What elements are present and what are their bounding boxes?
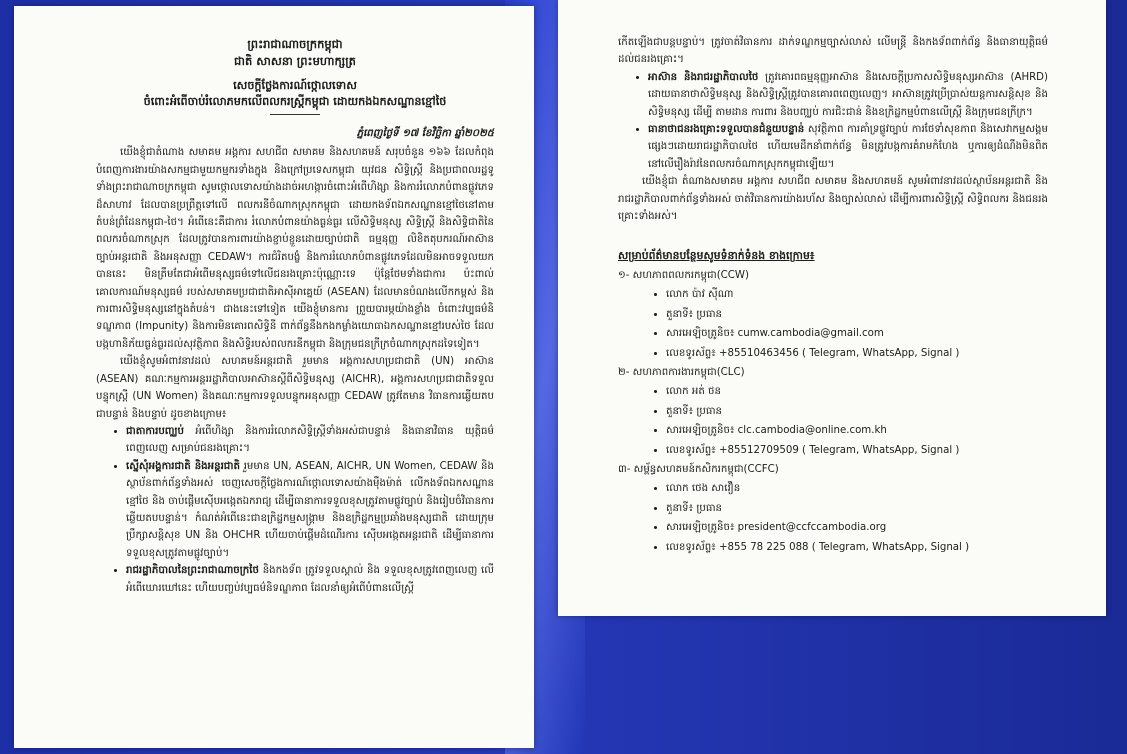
title-divider bbox=[270, 114, 320, 115]
contact-heading: សម្រាប់ព័ត៌មានបន្ថែមសូមទំនាក់ទំនង ខាងក្រោម៖ bbox=[618, 249, 815, 263]
contact-email: • សារអេឡិចត្រូនិច៖ clc.cambodia@online.com.kh bbox=[666, 422, 1048, 439]
demand-item: • ជាតាការបញ្ឈប់ អំពើហិង្សា និងការរំលោភសិទ្ធិស្ត្រីទាំងអស់ជាបន្ទាន់ និងធានាវិធាន យុត្តិធម៌ពេញលេញ សម្រាប់ជនរងគ្រោះ។ bbox=[126, 423, 494, 458]
contact-phone: • លេខទូរស័ព្ទ៖ +855 78 225 088 ( Telegram, WhatsApp, Signal ) bbox=[666, 539, 1048, 556]
national-motto: ជាតិ សាសនា ព្រះមហាក្សត្រ bbox=[234, 54, 356, 68]
org-clc-contacts bbox=[618, 383, 1048, 459]
statement-paragraph-2: យើងខ្ញុំសូមអំពាវនាវដល់ សហគមន៍អន្តរជាតិ រួមមាន អង្គការសហប្រជាជាតិ (UN) អាស៊ាន (ASEAN) គណៈកម្មការអន្តររដ្ឋាភិបាលអាស៊ានស្ដីពីសិទ្ធិមនុស្ស (AICHR), អង្គការសហប្រជាជាតិទទួលបន្ទុកស្ត្រី (UN Women) និងគណៈកម្មការទទួលបន្ទុកអនុសញ្ញា CEDAW ត្រូវតែមាន វិធានការឆ្លើយតបជាបន្ទាន់ និងបន្ទាប់ ដូចខាងក្រោម៖ bbox=[96, 356, 494, 420]
contact-person: • លោក ប៉ាវ ស៊ីណា bbox=[666, 286, 1048, 303]
org-ccw-contacts bbox=[618, 286, 1048, 362]
demands-list-right bbox=[618, 69, 1048, 173]
demand-item: • ធានាថាជនរងគ្រោះទទួលបានជំនួយបន្ទាន់ សុវត្ថិភាព ការគាំទ្រផ្លូវច្បាប់ ការថែទាំសុខភាព និងសេវាកម្មសង្គមផ្សេងៗដោយរាជរដ្ឋាភិបាលថៃ ហើយមេដឹកនាំពាក់ព័ន្ធ មិនត្រូវបង្កការគំរាមកំហែង ឬការឲ្យដំណឹងមិនពិតនៅលើរឿងរ៉ាវនៃពលករចំណាកស្រុកកម្ពុជាឡើយ។ bbox=[648, 121, 1048, 173]
demand-item: • អាស៊ាន និងរាជរដ្ឋាភិបាលថៃ ត្រូវគោរពធម្មនុញ្ញអាស៊ាន និងសេចក្តីប្រកាសសិទ្ធិមនុស្សអាស៊ាន (AHRD) ដោយធានាថាសិទ្ធិមនុស្ស និងសិទ្ធិស្ត្រីត្រូវបានគោរពពេញលេញ។ អាស៊ានត្រូវប្រើប្រាស់យន្តការសន្តិសុខ និងសិទ្ធិមនុស្ស ដើម្បី តាមដាន ការពារ និងបញ្ឈប់ ការជិះជាន់ និងឧក្រិដ្ឋកម្មបំពានលើស្ត្រី និងក្រុមជនក្រីក្រ។ bbox=[648, 69, 1048, 121]
statement-date: ភ្នំពេញថ្ងៃទី ១៧ ខែវិច្ឆិកា ឆ្នាំ២០២៥ bbox=[356, 128, 494, 139]
page-left-content bbox=[96, 36, 494, 597]
contact-email: • សារអេឡិចត្រូនិច៖ president@ccfccambodia.org bbox=[666, 519, 1048, 536]
contact-phone: • លេខទូរស័ព្ទ៖ +85510463456 ( Telegram, WhatsApp, Signal ) bbox=[666, 345, 1048, 362]
org-ccfc-contacts bbox=[618, 480, 1048, 556]
contact-role: • តួនាទី៖ ប្រធាន bbox=[666, 306, 1048, 323]
statement-title-line2: ចំពោះអំពើចាប់រំលោភមកលើពលករស្រ្តីកម្ពុជា ដោយកងឯកសណ្ឋានខ្មៅថៃ bbox=[143, 95, 447, 108]
document-page-right bbox=[558, 0, 1106, 616]
contact-email: • សារអេឡិចត្រូនិច៖ cumw.cambodia@gmail.com bbox=[666, 325, 1048, 342]
demand-item: • រាជរដ្ឋាភិបាលនៃព្រះរាជាណាចក្រថៃ និងកងទ័ព ត្រូវទទួលស្គាល់ និង ទទួលខុសត្រូវពេញលេញ លើអំពើឃោរឃៅនេះ ហើយបញ្ចប់វប្បធម៌និទណ្ឌភាព ដែលនាំឲ្យអំពើបំពានលើស្ត្រី bbox=[126, 562, 494, 597]
org-ccfc-name: ៣- សម្ព័ន្ធសហគមន៍កសិករកម្ពុជា(CCFC) bbox=[618, 463, 779, 475]
contact-person: • លោក អត់ ថន bbox=[666, 383, 1048, 400]
org-clc-name: ២- សហភាពការងារកម្ពុជា(CLC) bbox=[618, 366, 745, 378]
kingdom-header: ព្រះរាជាណាចក្រកម្ពុជា bbox=[247, 37, 343, 51]
contact-role: • តួនាទី៖ ប្រធាន bbox=[666, 403, 1048, 420]
demand-item: • ស្នើសុំអង្គការជាតិ និងអន្តរជាតិ រួមមាន UN, ASEAN, AICHR, UN Women, CEDAW និងស្ថាប័នពាក់ព័ន្ធទាំងអស់ ចេញសេចក្តីថ្លែងការណ៍ថ្កោលទោសយ៉ាងម៉ឺងម៉ាត់ លើកងទ័ពឯកសណ្ឋានខ្មៅថៃ និង ចាប់ផ្តើមស៊ើបអង្កេតឯករាជ្យ ដើម្បីធានាការទទួលខុសត្រូវតាមផ្លូវច្បាប់ និងរៀបចំវិធានការឆ្លើយតបបន្ទាន់។ កំណត់អំពើនេះជាឧក្រិដ្ឋកម្មសង្គ្រាម និងឧក្រិដ្ឋកម្មប្រឆាំងមនុស្សជាតិ ដោយក្រុមប្រឹក្សាសន្តិសុខ UN និង OHCHR ហើយចាប់ផ្តើមដំណើរការ ស៊ើបអង្កេតអន្តរជាតិ ដើម្បីធានាការទទួលខុសត្រូវតាមផ្លូវច្បាប់។ bbox=[126, 458, 494, 562]
continued-text: កើតឡើងជាបន្តបន្ទាប់។ ត្រូវចាត់វិធានការ ដាក់ទណ្ឌកម្មច្បាស់លាស់ លើមន្រ្តី និងកងទ័ពពាក់ព័ន្ធ និងធានាយុត្តិធម៌ដល់ជនរងគ្រោះ។ bbox=[618, 37, 1048, 66]
org-ccw-name: ១- សហភាពពលករកម្ពុជា(CCW) bbox=[618, 269, 749, 281]
statement-paragraph-1: យើងខ្ញុំជាតំណាង សមាគម អង្គការ សហជីព សមាគម និងសហគមន៍ សរុបចំនួន ១៦៦ ដែលកំពុងបំពេញការងារយ៉ាងសកម្មជាមួយកម្មករទាំងក្នុង និងក្រៅប្រទេសកម្ពុជា យុវជន សិទ្ធិស្ត្រី និងប្រជាពលរដ្ឋទូទាំងព្រះរាជាណាចក្រកម្ពុជា សូមថ្កោលទោសយ៉ាងដាច់អហង្ការចំពោះអំពើហិង្សា និងការរំលោភបំពានផ្លូវភេទដ៏សាហាវ ដែលបានប្រព្រឹត្តទៅលើ ពលករនីចំណាកស្រុកកម្ពុជា ដោយកងទ័ពឯកសណ្ឋានខ្មៅថៃនៅតាមតំបន់ព្រំដែនកម្ពុជា-ថៃ។ អំពើនេះគឺជាការ រំលោភបំពានយ៉ាងធ្ងន់ធ្ងរ លើសិទ្ធិមនុស្ស សិទ្ធិស្ត្រី និងសិទ្ធិជាតិនៃពលករចំណាកស្រុក ដែលត្រូវបានការពារយ៉ាងខ្ជាប់ខ្ជួនដោយច្បាប់ជាតិ ធម្មនុញ្ញ លិខិតតុបករណ៍អាស៊ាន ច្បាប់អន្តរជាតិ និងអនុសញ្ញា CEDAW។ ការជំរិតបង្ខំ និងការរំលោភបំពានផ្លូវភេទដែលមិនអាចទទួលយកបាននេះ មិនត្រឹមតែជាអំពើមនុស្សធម៌ទៅលើជនរងគ្រោះប៉ុណ្ណោះទេ ប៉ុន្តែថែមទាំងជាការ ប៉ះពាល់គោលការណ៍មនុស្សធម៌ របស់សមាគមប្រជាជាតិអាស៊ីអាគ្នេយ៍ (ASEAN) ដែលមានបំណងលើកកម្ពស់ និងការពារសិទ្ធិមនុស្សនៅក្នុងតំបន់។ ជាងនេះទៅទៀត យើងខ្ញុំមានការ ព្រួយបារម្ភយ៉ាងខ្លាំង ចំពោះវប្បធម៌និទណ្ឌភាព (Impunity) និងការមិនគោរពសិទ្ធិនី ពាក់ព័ន្ធនឹងកងកម្លាំងយោធាឯកសណ្ឋានខ្មៅរបស់ថៃ ដែលបង្កហានិភ័យធ្ងន់ធ្ងរដល់សុវត្ថិភាព និងសិទ្ធិរបស់ពលករនីកម្ពុជា និងក្រុមជនក្រីក្រចំណាកស្រុកដទៃទៀត។ bbox=[96, 147, 494, 350]
contact-person: • លោក ថេង សាវឿន bbox=[666, 480, 1048, 497]
document-page-left bbox=[14, 6, 534, 748]
contact-role: • តួនាទី៖ ប្រធាន bbox=[666, 500, 1048, 517]
statement-title-line1: សេចក្តីថ្លែងការណ៍ថ្កោលទោស bbox=[233, 79, 357, 92]
contact-phone: • លេខទូរស័ព្ទ៖ +85512709509 ( Telegram, WhatsApp, Signal ) bbox=[666, 442, 1048, 459]
closing-paragraph: យើងខ្ញុំជា តំណាងសមាគម អង្គការ សហជីព សមាគម និងសហគមន៍ សូមអំពាវនាវដល់ស្ថាប័នអន្តរជាតិ និងរាជរដ្ឋាភិបាលពាក់ព័ន្ធទាំងអស់ ចាត់វិធានការយ៉ាងរហ័ស និងច្បាស់លាស់ ដើម្បីការពារសិទ្ធិស្ត្រី សិទ្ធិពលករ និងជនរងគ្រោះទាំងអស់។ bbox=[618, 176, 1048, 223]
page-right-content bbox=[618, 34, 1048, 558]
demands-list-left bbox=[96, 423, 494, 597]
